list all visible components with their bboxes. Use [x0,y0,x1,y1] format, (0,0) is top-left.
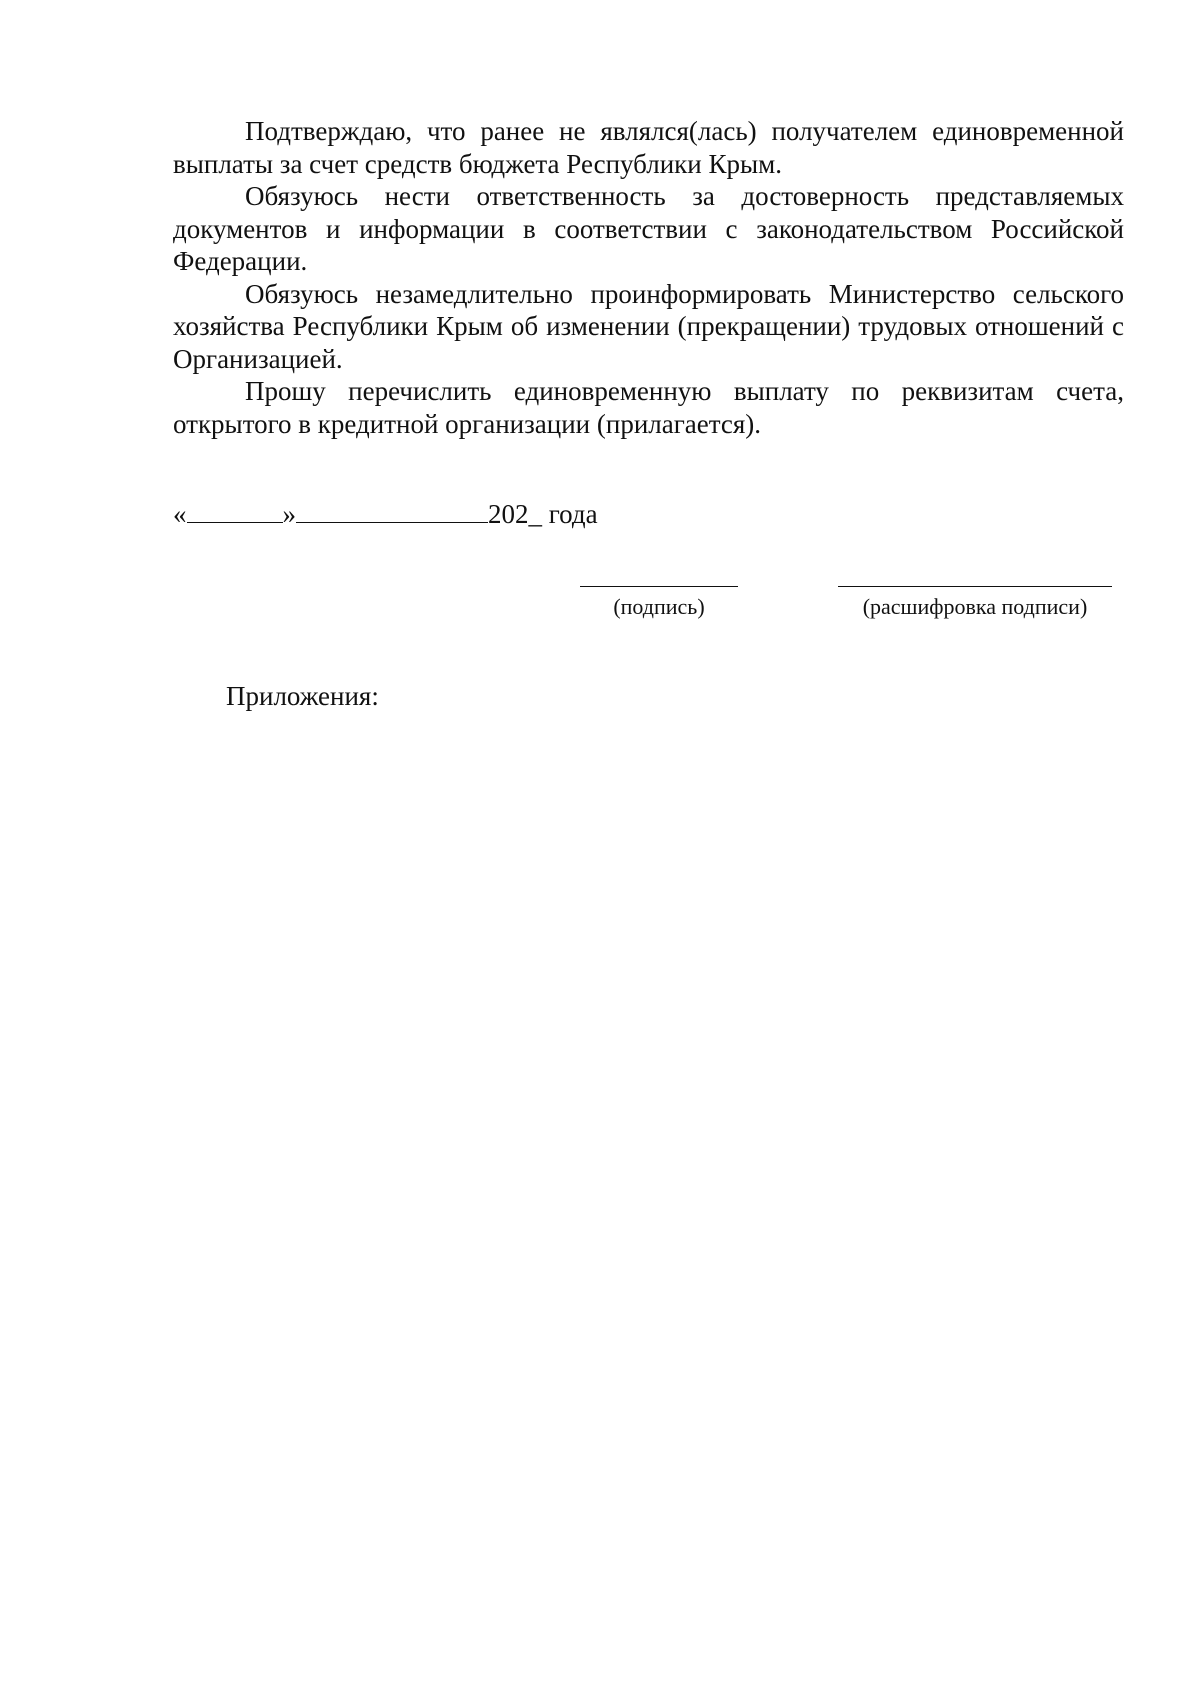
date-line [173,498,598,530]
date-open-quote: « [173,499,187,529]
signature-line [580,586,738,588]
date-year-word: года [548,499,598,529]
date-close-quote: » [282,499,296,529]
paragraph-transfer-request: Прошу перечислить единовременную выплату по реквизитам счета, открытого в кредитной организации (прилагается). [173,376,1124,439]
paragraph-notification: Обязуюсь незамедлительно проинформировать Министерство сельского хозяйства Республики Крым об изменении (прекращении) трудовых отношений с Организацией. [173,278,1124,374]
signature-decoding-label: (расшифровка подписи) [862,594,1088,619]
day-blank [187,498,283,523]
signature-label: (подпись) [613,594,705,619]
month-blank [296,498,488,523]
paragraph-confirmation: Подтверждаю, что ранее не являлся(лась) получателем единовременной выплаты за счет средств бюджета Республики Крым. [173,116,1124,179]
attachments-label: Приложения: [226,681,379,711]
signature-decoding-line [838,586,1112,588]
date-year-prefix: 202_ [488,499,542,529]
paragraph-responsibility: Обязуюсь нести ответственность за достоверность представляемых документов и информации в соответствии с законодательством Российской Федерации. [173,181,1124,276]
statement-body [173,115,1124,440]
